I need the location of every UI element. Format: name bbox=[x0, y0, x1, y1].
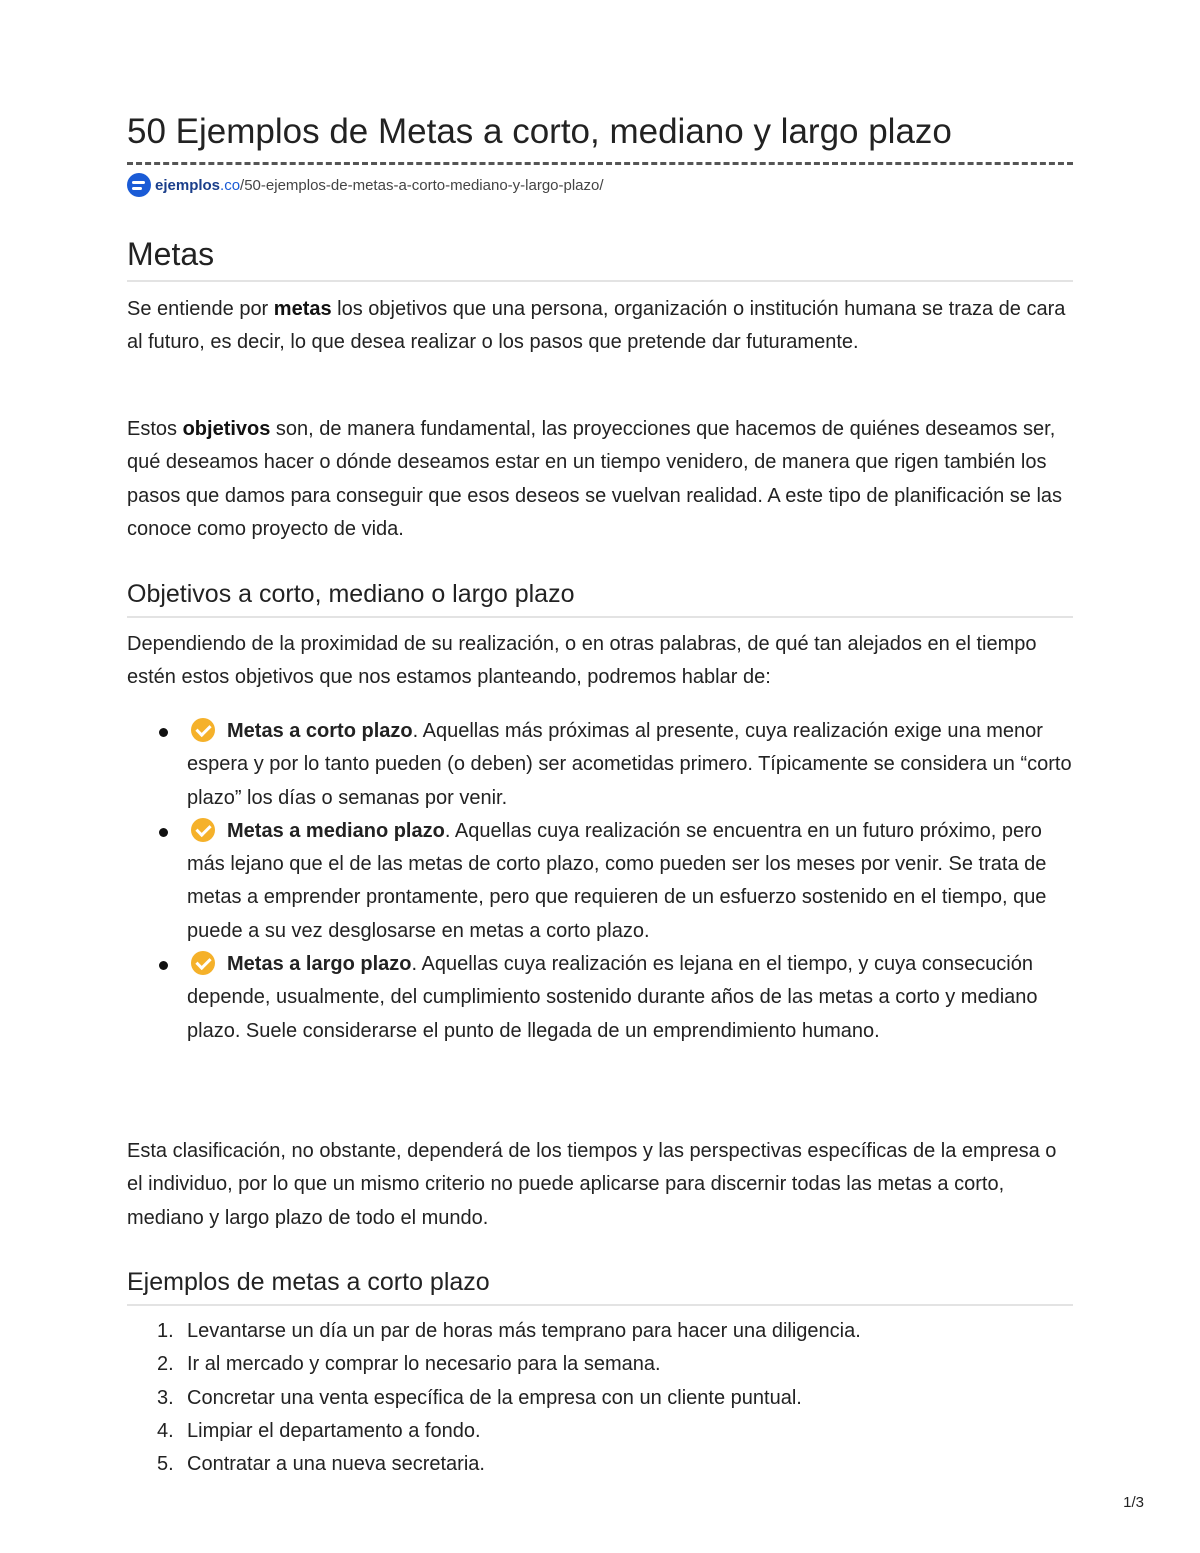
heading-ejemplos-corto: Ejemplos de metas a corto plazo bbox=[127, 1266, 1073, 1306]
list-item bbox=[127, 1348, 1073, 1381]
list-item-text: Ir al mercado y comprar lo necesario para la semana. bbox=[187, 1353, 661, 1376]
page-number: 1/3 bbox=[1123, 1494, 1144, 1511]
check-badge-icon bbox=[191, 718, 215, 742]
list-number: 1. bbox=[157, 1320, 174, 1342]
list-number: 5. bbox=[157, 1453, 174, 1476]
source-path: /50-ejemplos-de-metas-a-corto-mediano-y-largo-plazo/ bbox=[240, 176, 604, 194]
list-number: 4. bbox=[157, 1419, 174, 1442]
list-number: 3. bbox=[157, 1386, 174, 1409]
list-item-title: Metas a largo plazo bbox=[227, 953, 412, 976]
title-divider bbox=[127, 162, 1073, 165]
list-item-text: . Aquellas más próximas al presente, cuya realización exige una menor espera y por lo tanto pueden (o deben) ser acometidas primero. Típicamente se considera un “corto plazo” los días o semanas por venir. bbox=[187, 720, 1072, 809]
list-item bbox=[127, 1382, 1073, 1415]
list-item-title: Metas a mediano plazo bbox=[227, 819, 445, 842]
source-domain: ejemplos.co bbox=[155, 176, 241, 194]
heading-objetivos-plazo: Objetivos a corto, mediano o largo plazo bbox=[127, 578, 1073, 618]
list-number: 2. bbox=[157, 1353, 174, 1376]
document-title: 50 Ejemplos de Metas a corto, mediano y largo plazo bbox=[127, 112, 952, 151]
paragraph-metas-definition: Se entiende por metas los objetivos que una persona, organización o institución humana se traza de cara al futuro, es decir, lo que desea realizar o los pasos que pretende dar futuramente. bbox=[127, 298, 1066, 354]
paragraph-clasificacion: Esta clasificación, no obstante, dependerá de los tiempos y las perspectivas específicas de la empresa o el individuo, por lo que un mismo criterio no puede aplicarse para discernir todas las metas a corto, mediano y largo plazo de todo el mundo. bbox=[127, 1140, 1057, 1229]
source-link[interactable] bbox=[127, 172, 604, 198]
list-item bbox=[127, 1315, 1073, 1348]
ejemplos-list bbox=[127, 1315, 1073, 1481]
heading-metas: Metas bbox=[127, 234, 1073, 282]
list-item-text: . Aquellas cuya realización es lejana en el tiempo, y cuya consecución depende, usualmente, del cumplimiento sostenido durante años de las metas a corto y mediano plazo. Suele considerarse el punto de llegada de un emprendimiento humano. bbox=[187, 953, 1038, 1042]
list-item-text: Contratar a una nueva secretaria. bbox=[187, 1453, 485, 1476]
list-item bbox=[127, 948, 1073, 1048]
list-item-title: Metas a corto plazo bbox=[227, 720, 413, 742]
paragraph-objetivos-intro: Dependiendo de la proximidad de su realización, o en otras palabras, de qué tan alejados en el tiempo estén estos objetivos que nos estamos planteando, podremos hablar de: bbox=[127, 633, 1037, 689]
list-item-text: Concretar una venta específica de la empresa con un cliente puntual. bbox=[187, 1386, 802, 1409]
list-item-text: Limpiar el departamento a fondo. bbox=[187, 1419, 481, 1442]
list-item-text: . Aquellas cuya realización se encuentra en un futuro próximo, pero más lejano que el de las metas de corto plazo, como pueden ser los meses por venir. Se trata de metas a emprender prontamente, pero que requieren de un esfuerzo sostenido en el tiempo, que puede a su vez desglosarse en metas a corto plazo. bbox=[187, 819, 1047, 942]
list-item bbox=[127, 1415, 1073, 1448]
check-badge-icon bbox=[191, 951, 215, 975]
list-item bbox=[127, 815, 1073, 948]
list-item bbox=[127, 1448, 1073, 1481]
check-badge-icon bbox=[191, 818, 215, 842]
list-item-text: Levantarse un día un par de horas más temprano para hacer una diligencia. bbox=[187, 1320, 861, 1342]
paragraph-objetivos: Estos objetivos son, de manera fundamental, las proyecciones que hacemos de quiénes deseamos ser, qué deseamos hacer o dónde deseamos estar en un tiempo venidero, de manera que rigen también los pasos que damos para conseguir que esos deseos se vuelvan realidad. A este tipo de planificación se las conoce como proyecto de vida. bbox=[127, 418, 1063, 540]
ejemplos-logo-icon bbox=[127, 173, 151, 197]
list-item bbox=[127, 715, 1073, 815]
plazo-list bbox=[127, 715, 1073, 1048]
